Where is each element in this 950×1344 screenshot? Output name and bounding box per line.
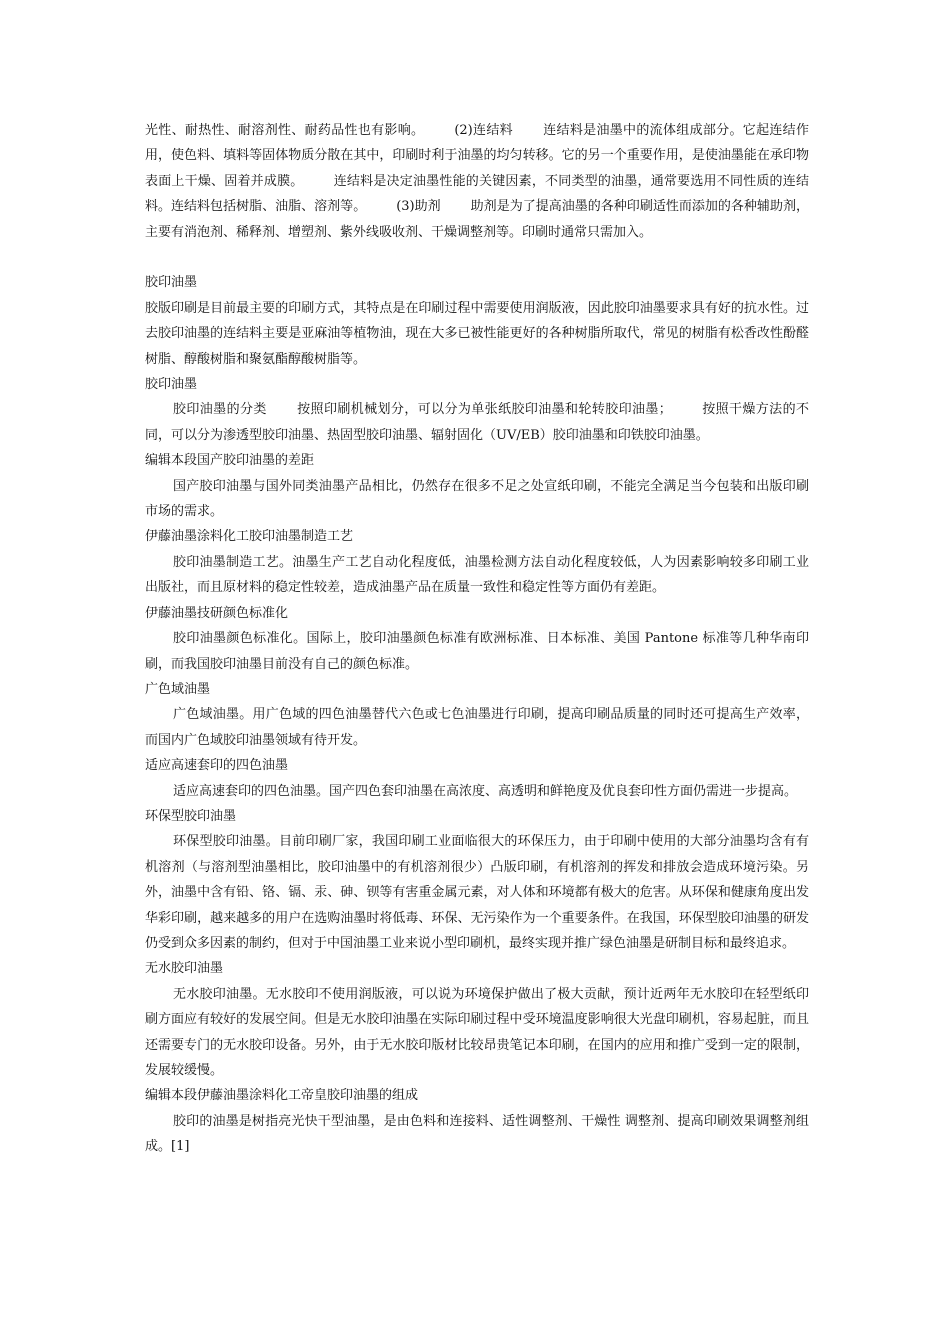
section-paragraph: 胶印油墨制造工艺。油墨生产工艺自动化程度低，油墨检测方法自动化程度较低，人为因素影响较多印刷工业出版社，而且原材料的稳定性较差，造成油墨产品在质量一致性和稳定性等方面仍有差距。: [145, 554, 809, 596]
intro-paragraph: [145, 118, 809, 245]
intro-text-2: (2)连结料: [454, 123, 513, 138]
intro-text-4: 连结料是决定油墨性能的关键因素，不同类型的油墨，通常要选用不同性质的连结料。连结料包括树脂、油脂、溶剂等。: [145, 173, 809, 215]
intro-text-1: 光性、耐热性、耐溶剂性、耐药品性也有影响。: [145, 123, 425, 138]
section-paragraph: 广色域油墨。用广色域的四色油墨替代六色或七色油墨进行印刷，提高印刷品质量的同时还可提高生产效率，而国内广色域胶印油墨领域有待开发。: [145, 707, 809, 748]
section-paragraph: 无水胶印油墨。无水胶印不使用润版液，可以说为环境保护做出了极大贡献，预计近两年无水胶印在轻型纸印刷方面应有较好的发展空间。但是无水胶印油墨在实际印刷过程中受环境温度影响很大光盘印刷机，容易起脏，而且还需要专门的无水胶印设备。另外，由于无水胶印版材比较昂贵笔记本印刷，在国内的应用和推广受到一定的限制，发展较缓慢。: [145, 986, 809, 1079]
classification-by-machine: 按照印刷机械划分，可以分为单张纸胶印油墨和轮转胶印油墨；: [296, 402, 672, 418]
section-paragraph: [145, 397, 809, 448]
intro-text-5: (3)助剂: [396, 199, 441, 215]
section-heading: 无水胶印油墨: [145, 961, 224, 977]
intro-text-6: 助剂是为了提高油墨的各种印刷适性而添加的各种辅助剂，主要有消泡剂、稀释剂、增塑剂、紫外线吸收剂、干燥调整剂等。印刷时通常只需加入。: [145, 199, 809, 240]
section-paragraph: 适应高速套印的四色油墨。国产四色套印油墨在高浓度、高透明和鲜艳度及优良套印性方面仍需进一步提高。: [173, 783, 798, 799]
section-heading: 编辑本段伊藤油墨涂料化工帝皇胶印油墨的组成: [145, 1088, 419, 1104]
section-heading: 胶印油墨: [145, 275, 198, 291]
section-heading: 适应高速套印的四色油墨: [145, 758, 289, 774]
classification-label: 胶印油墨的分类: [173, 402, 267, 418]
blank-line: [145, 245, 809, 270]
section-paragraph: 国产胶印油墨与国外同类油墨产品相比，仍然存在很多不足之处宣纸印刷，不能完全满足当今包装和出版印刷市场的需求。: [145, 478, 809, 520]
section-heading: 环保型胶印油墨: [145, 808, 237, 824]
document-page: [145, 118, 809, 1160]
section-paragraph: 胶印油墨颜色标准化。国际上，胶印油墨颜色标准有欧洲标准、日本标准、美国 Pantone 标准等几种华南印刷，而我国胶印油墨目前没有自己的颜色标准。: [145, 631, 809, 672]
section-heading: 伊藤油墨技研颜色标准化: [145, 605, 289, 621]
section-heading: 胶印油墨: [145, 377, 198, 393]
section-heading: 广色域油墨: [145, 681, 211, 697]
classification-by-drying: 按照干燥方法的不同，可以分为渗透型胶印油墨、热固型胶印油墨、辐射固化（UV/EB）胶印油墨和印铁胶印油墨。: [145, 402, 809, 443]
intro-text-3: 连结料是油墨中的流体组成部分。它起连结作用，使色料、填料等固体物质分散在其中，印刷时利于油墨的均匀转移。它的另一个重要作用，是使油墨能在承印物表面上干燥、固着并成膜。: [145, 123, 809, 189]
section-paragraph: 胶印的油墨是树指亮光快干型油墨，是由色料和连接料、适性调整剂、干燥性 调整剂、提高印刷效果调整剂组成。[1]: [145, 1113, 809, 1155]
section-heading: 伊藤油墨涂料化工胶印油墨制造工艺: [145, 529, 354, 545]
section-paragraph: 胶版印刷是目前最主要的印刷方式，其特点是在印刷过程中需要使用润版液，因此胶印油墨要求具有好的抗水性。过去胶印油墨的连结料主要是亚麻油等植物油，现在大多已被性能更好的各种树脂所取代，常见的树脂有松香改性酚醛树脂、醇酸树脂和聚氨酯醇酸树脂等。: [145, 300, 809, 367]
section-paragraph: 环保型胶印油墨。目前印刷厂家，我国印刷工业面临很大的环保压力，由于印刷中使用的大部分油墨均含有有机溶剂（与溶剂型油墨相比，胶印油墨中的有机溶剂很少）凸版印刷，有机溶剂的挥发和排放会造成环境污染。另外，油墨中含有铅、铬、镉、汞、砷、钡等有害重金属元素，对人体和环境都有极大的危害。从环保和健康角度出发华彩印刷，越来越多的用户在选购油墨时将低毒、环保、无污染作为一个重要条件。在我国，环保型胶印油墨的研发仍受到众多因素的制约，但对于中国油墨工业来说小型印刷机，最终实现并推广绿色油墨是研制目标和最终追求。: [145, 834, 809, 951]
section-heading: 编辑本段国产胶印油墨的差距: [145, 453, 315, 469]
